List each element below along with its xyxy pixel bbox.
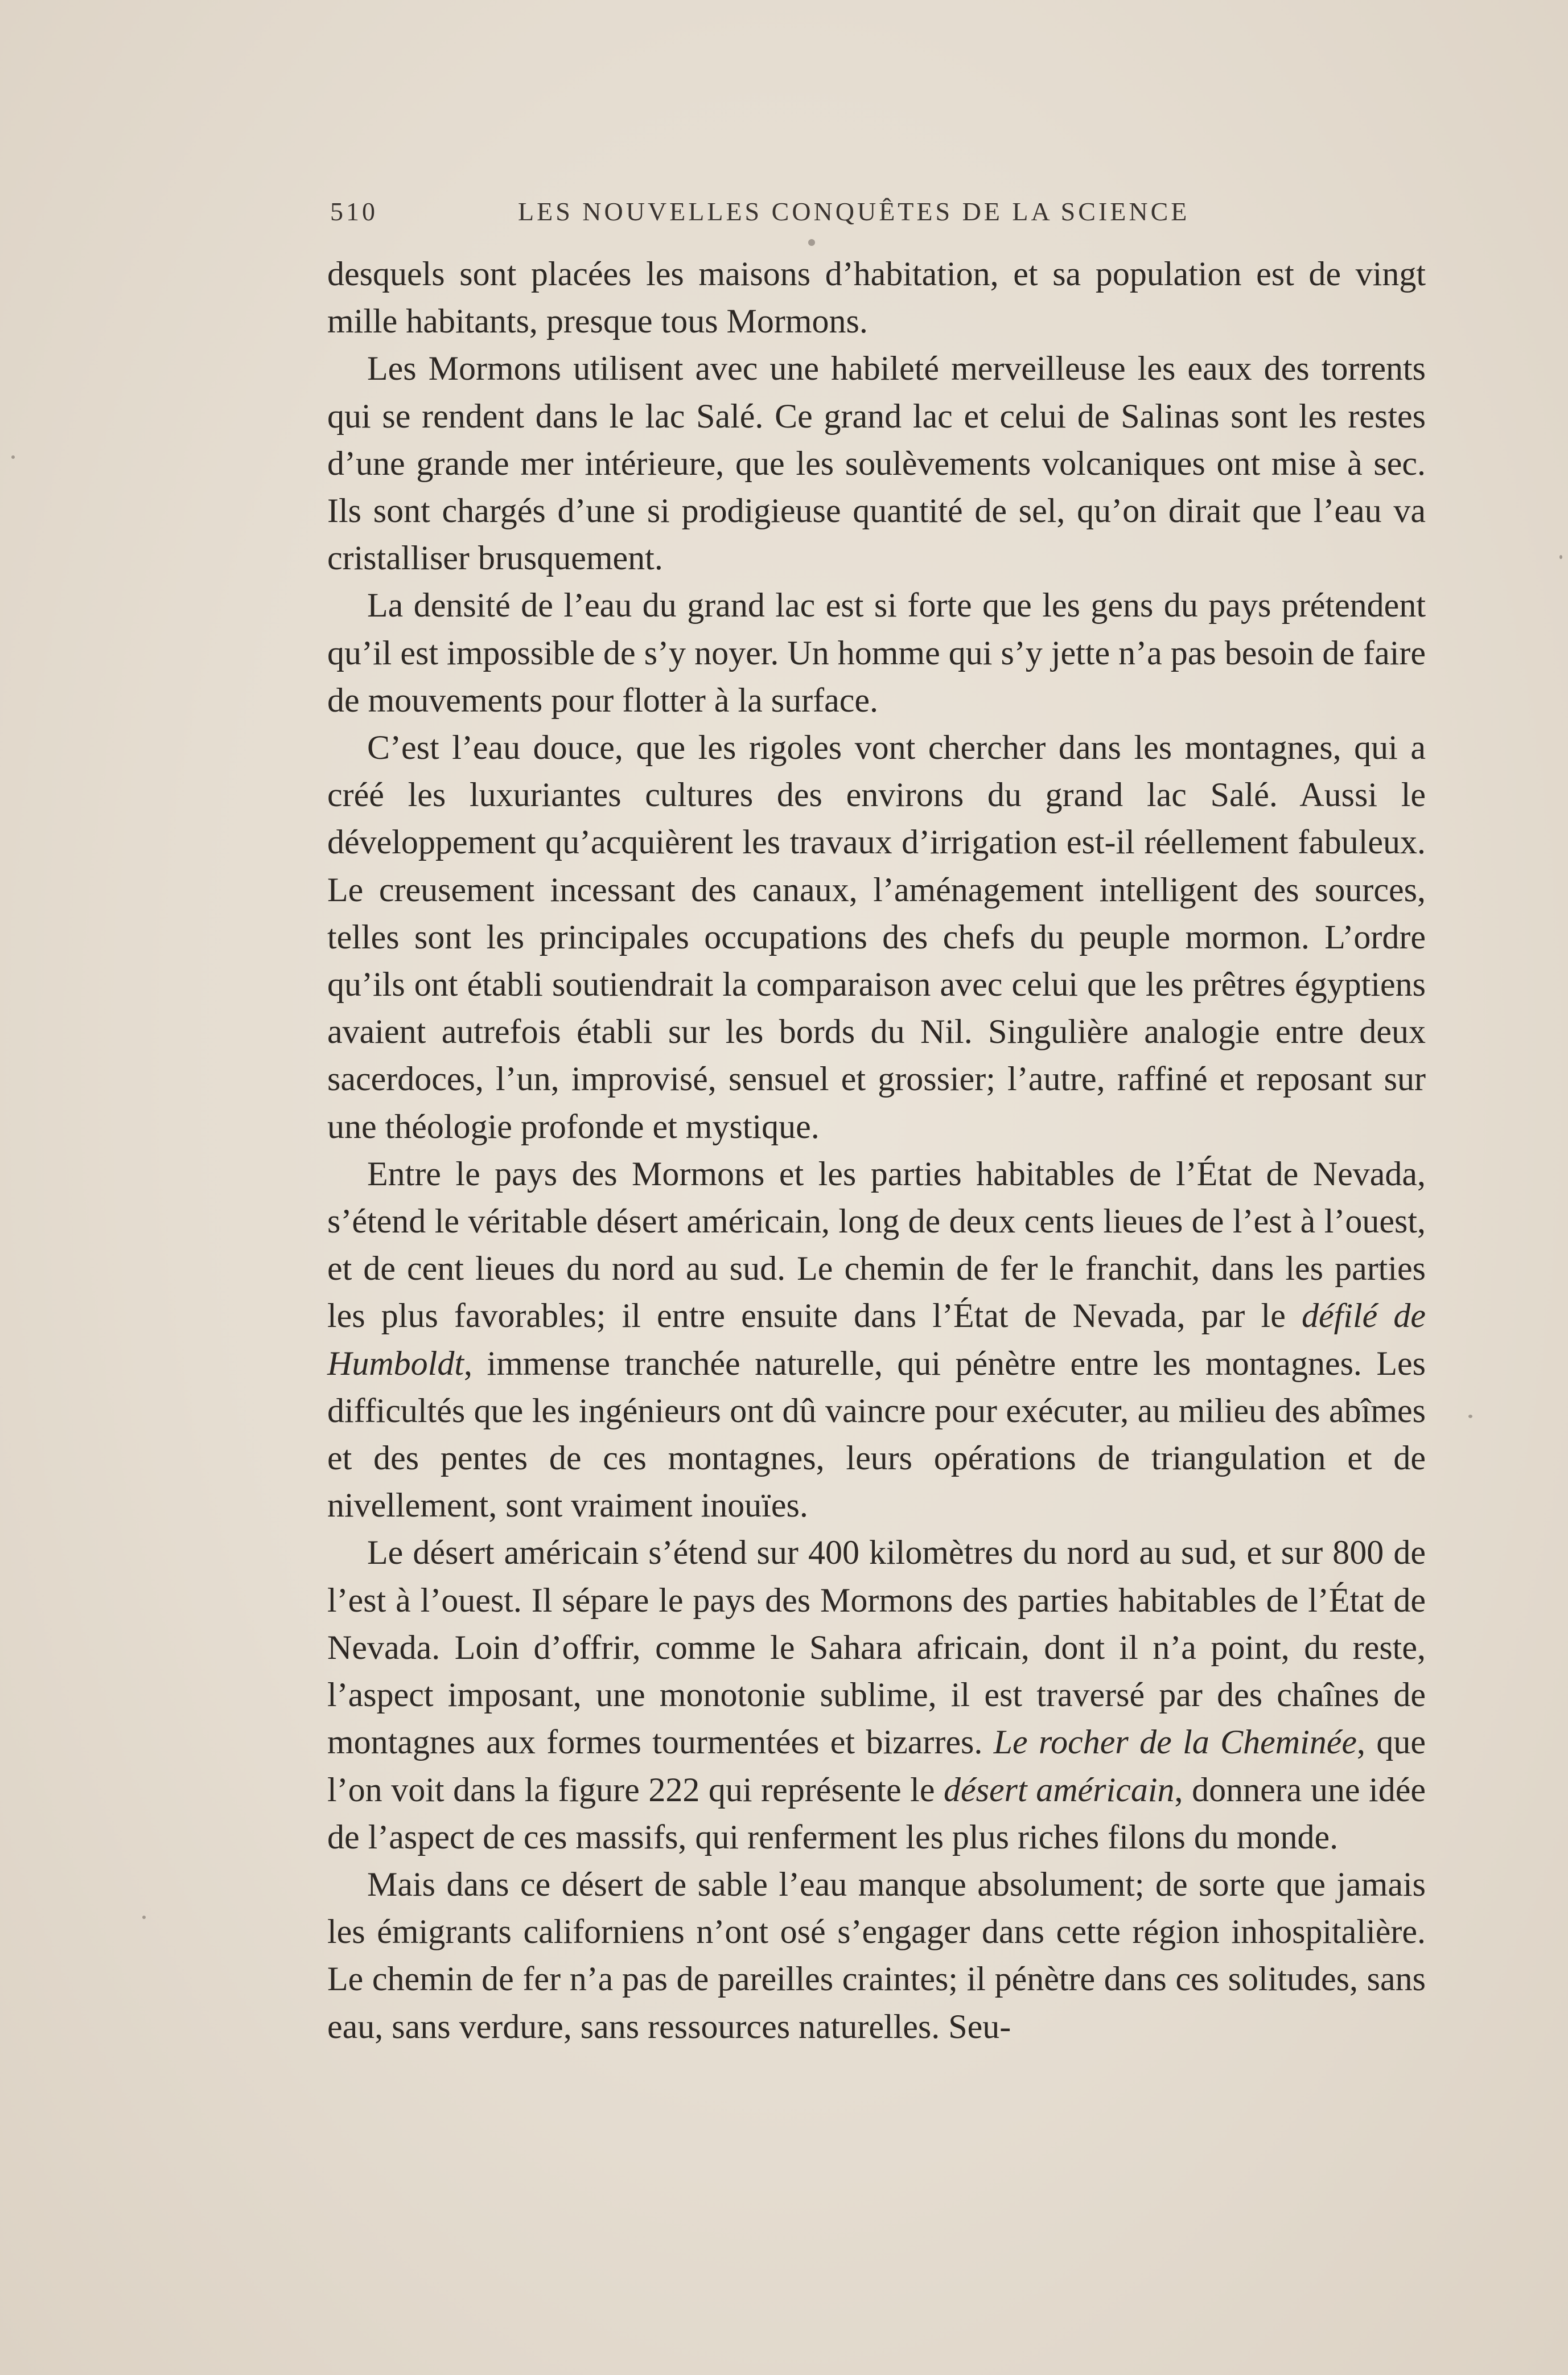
page-number: 510 [330, 197, 378, 226]
paragraph-6-text-b: , que l’on voit dans la figure 222 qui représente le [327, 1723, 1426, 1809]
paper-speck [1559, 555, 1562, 559]
paragraph-6-text-c: , donnera une idée de l’aspect de ces massifs, qui renferment les plus riches filons du monde. [327, 1770, 1426, 1856]
paper-speck [808, 239, 815, 246]
paragraph-5-text-b: , immense tranchée naturelle, qui pénètre entre les montagnes. Les difficultés que les ingénieurs ont dû vaincre pour exécuter, au milieu des abîmes et des pentes de ces montagnes, leurs opérations de triangulation et de nivellement, sont vraiment inouïes. [327, 1344, 1426, 1525]
paragraph-4: C’est l’eau douce, que les rigoles vont chercher dans les montagnes, qui a créé les luxuriantes cultures des environs du grand lac Salé. Aussi le développement qu’acquièrent les travaux d’irrigation est-il réellement fabuleux. Le creusement incessant des canaux, l’aménagement intelligent des sources, telles sont les principales occupations des chefs du peuple mormon. L’ordre qu’ils ont établi soutiendrait la comparaison avec celui que les prêtres égyptiens avaient autrefois établi sur les bords du Nil. Singulière analogie entre deux sacerdoces, l’un, improvisé, sensuel et grossier; l’autre, raffiné et reposant sur une théologie profonde et mystique. [327, 729, 1426, 1145]
body-text [327, 250, 1426, 2051]
paragraph-6-italic-2: désert américain [944, 1770, 1175, 1809]
paragraph-6-text-a: Le désert américain s’étend sur 400 kilomètres du nord au sud, et sur 800 de l’est à l’ouest. Il sépare le pays des Mormons des parties habitables de l’État de Nevada. Loin d’offrir, comme le Sahara africain, dont il n’a point, du reste, l’aspect imposant, une monotonie sublime, il est traversé par des chaînes de montagnes aux formes tourmentées et bizarres. [327, 1534, 1426, 1761]
paper-speck [1468, 1415, 1472, 1418]
paragraph-5 [327, 1150, 1426, 1530]
paper-speck [142, 1916, 146, 1919]
paragraph-1: desquels sont placées les maisons d’habitation, et sa population est de vingt mille habitants, presque tous Mormons. [327, 255, 1426, 340]
paragraph-7: Mais dans ce désert de sable l’eau manque absolument; de sorte que jamais les émigrants californiens n’ont osé s’engager dans cette région inhospitalière. Le chemin de fer n’a pas de pareilles craintes; il pénètre dans ces solitudes, sans eau, sans verdure, sans ressources naturelles. Seu- [327, 1865, 1426, 2045]
paragraph-6 [327, 1529, 1426, 1860]
paper-speck [11, 455, 15, 459]
paragraph-2: Les Mormons utilisent avec une habileté merveilleuse les eaux des torrents qui se rendent dans le lac Salé. Ce grand lac et celui de Salinas sont les restes d’une grande mer intérieure, que les soulèvements volcaniques ont mise à sec. Ils sont chargés d’une si prodigieuse quantité de sel, qu’on dirait que l’eau va cristalliser brusquement. [327, 350, 1426, 577]
running-title: LES NOUVELLES CONQUÊTES DE LA SCIENCE [518, 197, 1190, 226]
paragraph-5-italic: défilé de Humboldt [327, 1297, 1426, 1382]
page-header [330, 196, 1429, 231]
paragraph-6-italic-1: Le rocher de la Cheminée [993, 1723, 1357, 1761]
paragraph-5-text-a: Entre le pays des Mormons et les parties habitables de l’État de Nevada, s’étend le véritable désert américain, long de deux cents lieues de l’est à l’ouest, et de cent lieues du nord au sud. Le chemin de fer le franchit, dans les parties les plus favorables; il entre ensuite dans l’État de Nevada, par le [327, 1154, 1426, 1335]
paragraph-3: La densité de l’eau du grand lac est si forte que les gens du pays prétendent qu’il est impossible de s’y noyer. Un homme qui s’y jette n’a pas besoin de faire de mouvements pour flotter à la surface. [327, 586, 1426, 719]
